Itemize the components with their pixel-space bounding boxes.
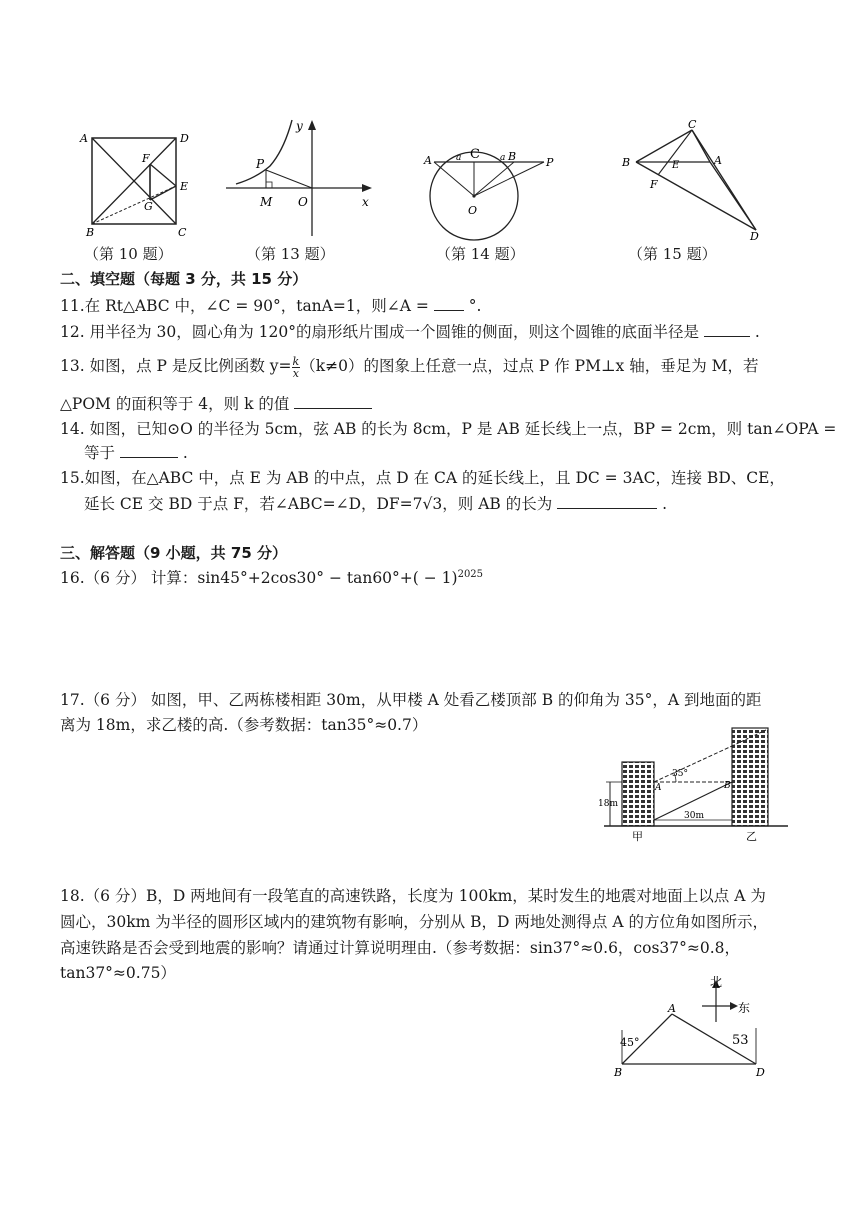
q15-tail: . bbox=[662, 495, 668, 513]
q12-text: 12. 用半径为 30，圆心角为 120°的扇形纸片围成一个圆锥的侧面，则这个圆锥的底面半径是 bbox=[60, 323, 699, 341]
q11-text: 11.在 Rt△ABC 中，∠C = 90°，tanA=1，则∠A = bbox=[60, 297, 429, 315]
question-14-line2 bbox=[84, 441, 188, 463]
question-15-line1: 15.如图，在△ABC 中，点 E 为 AB 的中点，点 D 在 CA 的延长线上，且 DC = 3AC，连接 BD、CE， bbox=[60, 469, 785, 487]
label-C: C bbox=[178, 226, 187, 239]
q14-blank[interactable] bbox=[120, 457, 178, 458]
label-jia: 甲 bbox=[632, 830, 643, 843]
angle-label: 35° bbox=[672, 769, 688, 779]
label-M: M bbox=[260, 195, 273, 209]
label-B: B bbox=[508, 150, 517, 163]
question-13-line1 bbox=[60, 354, 759, 379]
section3-heading: 三、解答题（9 小题，共 75 分） bbox=[60, 544, 287, 562]
label-A: A bbox=[655, 783, 662, 793]
question-18-line4: tan37°≈0.75） bbox=[60, 964, 176, 982]
label-a1: a bbox=[456, 153, 462, 163]
caption-10: （第 10 题） bbox=[84, 245, 173, 263]
q13-text2: （k≠0）的图象上任意一点，过点 P 作 PM⊥x 轴，垂足为 M，若 bbox=[300, 357, 759, 375]
q13-fraction bbox=[292, 356, 301, 379]
angle-b: 45° bbox=[620, 1036, 640, 1049]
question-12 bbox=[60, 320, 760, 342]
q13-line2: △POM 的面积等于 4，则 k 的值 bbox=[60, 395, 290, 413]
label-B: B bbox=[614, 1066, 623, 1079]
q12-blank[interactable] bbox=[704, 336, 750, 337]
caption-13: （第 13 题） bbox=[246, 245, 335, 263]
section2-heading: 二、填空题（每题 3 分，共 15 分） bbox=[60, 270, 308, 288]
label-B: B bbox=[724, 781, 731, 791]
figure-10 bbox=[78, 128, 208, 240]
figure-18 bbox=[606, 972, 786, 1082]
label-O: O bbox=[298, 195, 308, 209]
q15-line2: 延长 CE 交 BD 于点 F，若∠ABC=∠D，DF=7√3，则 AB 的长为 bbox=[84, 495, 553, 513]
label-y: y bbox=[296, 119, 303, 133]
frac-num: k bbox=[292, 354, 300, 368]
label-A: A bbox=[714, 154, 722, 167]
label-P: P bbox=[546, 156, 554, 169]
question-14-line1: 14. 如图，已知⊙O 的半径为 5cm，弦 AB 的长为 8cm，P 是 AB 延长线上一点，BP = 2cm，则 tan∠OPA = bbox=[60, 420, 837, 438]
label-E: E bbox=[180, 180, 189, 193]
question-17-line1: 17.（6 分） 如图，甲、乙两栋楼相距 30m，从甲楼 A 处看乙楼顶部 B 的仰角为 35°，A 到地面的距 bbox=[60, 691, 762, 709]
label-F: F bbox=[650, 178, 658, 191]
question-11 bbox=[60, 294, 481, 316]
label-D: D bbox=[750, 230, 759, 242]
question-15-line2 bbox=[84, 492, 667, 514]
angle-d: 53 bbox=[732, 1033, 749, 1048]
figure-13 bbox=[222, 116, 378, 240]
question-18-line3: 高速铁路是否会受到地震的影响？请通过计算说明理由.（参考数据：sin37°≈0.6，cos37°≈0.8， bbox=[60, 939, 741, 957]
label-B: B bbox=[622, 156, 631, 169]
east-label: 东 bbox=[738, 1001, 751, 1015]
question-18-line1: 18.（6 分）B，D 两地间有一段笔直的高速铁路，长度为 100km，某时发生的地震对地面上以点 A 为 bbox=[60, 887, 766, 905]
q16-text: 16.（6 分） 计算：sin45°+2cos30° − tan60°+( − 1) bbox=[60, 569, 458, 587]
q11-blank[interactable] bbox=[434, 310, 464, 311]
label-A: A bbox=[668, 1002, 676, 1015]
question-13-line2 bbox=[60, 392, 372, 414]
label-C: C bbox=[688, 118, 697, 131]
label-P: P bbox=[256, 157, 265, 171]
figure-14 bbox=[420, 138, 560, 242]
q13-blank[interactable] bbox=[294, 408, 372, 409]
q16-exponent: 2025 bbox=[457, 568, 484, 580]
caption-14: （第 14 题） bbox=[436, 245, 525, 263]
question-16 bbox=[60, 566, 483, 588]
question-17-line2: 离为 18m，求乙楼的高.（参考数据：tan35°≈0.7） bbox=[60, 716, 428, 734]
q11-tail: °. bbox=[468, 297, 482, 315]
caption-15: （第 15 题） bbox=[628, 245, 717, 263]
label-a2: a bbox=[500, 153, 506, 163]
figure-15 bbox=[616, 118, 766, 242]
label-G: G bbox=[144, 200, 153, 213]
label-D: D bbox=[180, 132, 189, 145]
figure-17 bbox=[598, 724, 798, 848]
q12-tail: . bbox=[754, 323, 760, 341]
q14-tail: . bbox=[182, 444, 188, 462]
question-18-line2: 圆心，30km 为半径的圆形区域内的建筑物有影响，分别从 B，D 两地处测得点 A 的方位角如图所示， bbox=[60, 913, 768, 931]
distance-label: 30m bbox=[684, 811, 704, 821]
label-B: B bbox=[86, 226, 95, 239]
q13-text1: 13. 如图，点 P 是反比例函数 y= bbox=[60, 357, 292, 375]
north-label: 北 bbox=[710, 975, 723, 989]
label-D: D bbox=[756, 1066, 765, 1079]
label-A: A bbox=[424, 154, 432, 167]
label-x: x bbox=[362, 195, 369, 209]
label-yi: 乙 bbox=[746, 830, 757, 843]
q15-blank[interactable] bbox=[557, 508, 657, 509]
label-C: C bbox=[470, 147, 480, 162]
label-F: F bbox=[142, 152, 150, 165]
height-label: 18m bbox=[598, 799, 618, 809]
label-O: O bbox=[468, 204, 478, 217]
frac-den: x bbox=[292, 366, 299, 380]
label-A: A bbox=[80, 132, 88, 145]
q14-line2: 等于 bbox=[84, 444, 116, 462]
label-E: E bbox=[672, 160, 680, 171]
